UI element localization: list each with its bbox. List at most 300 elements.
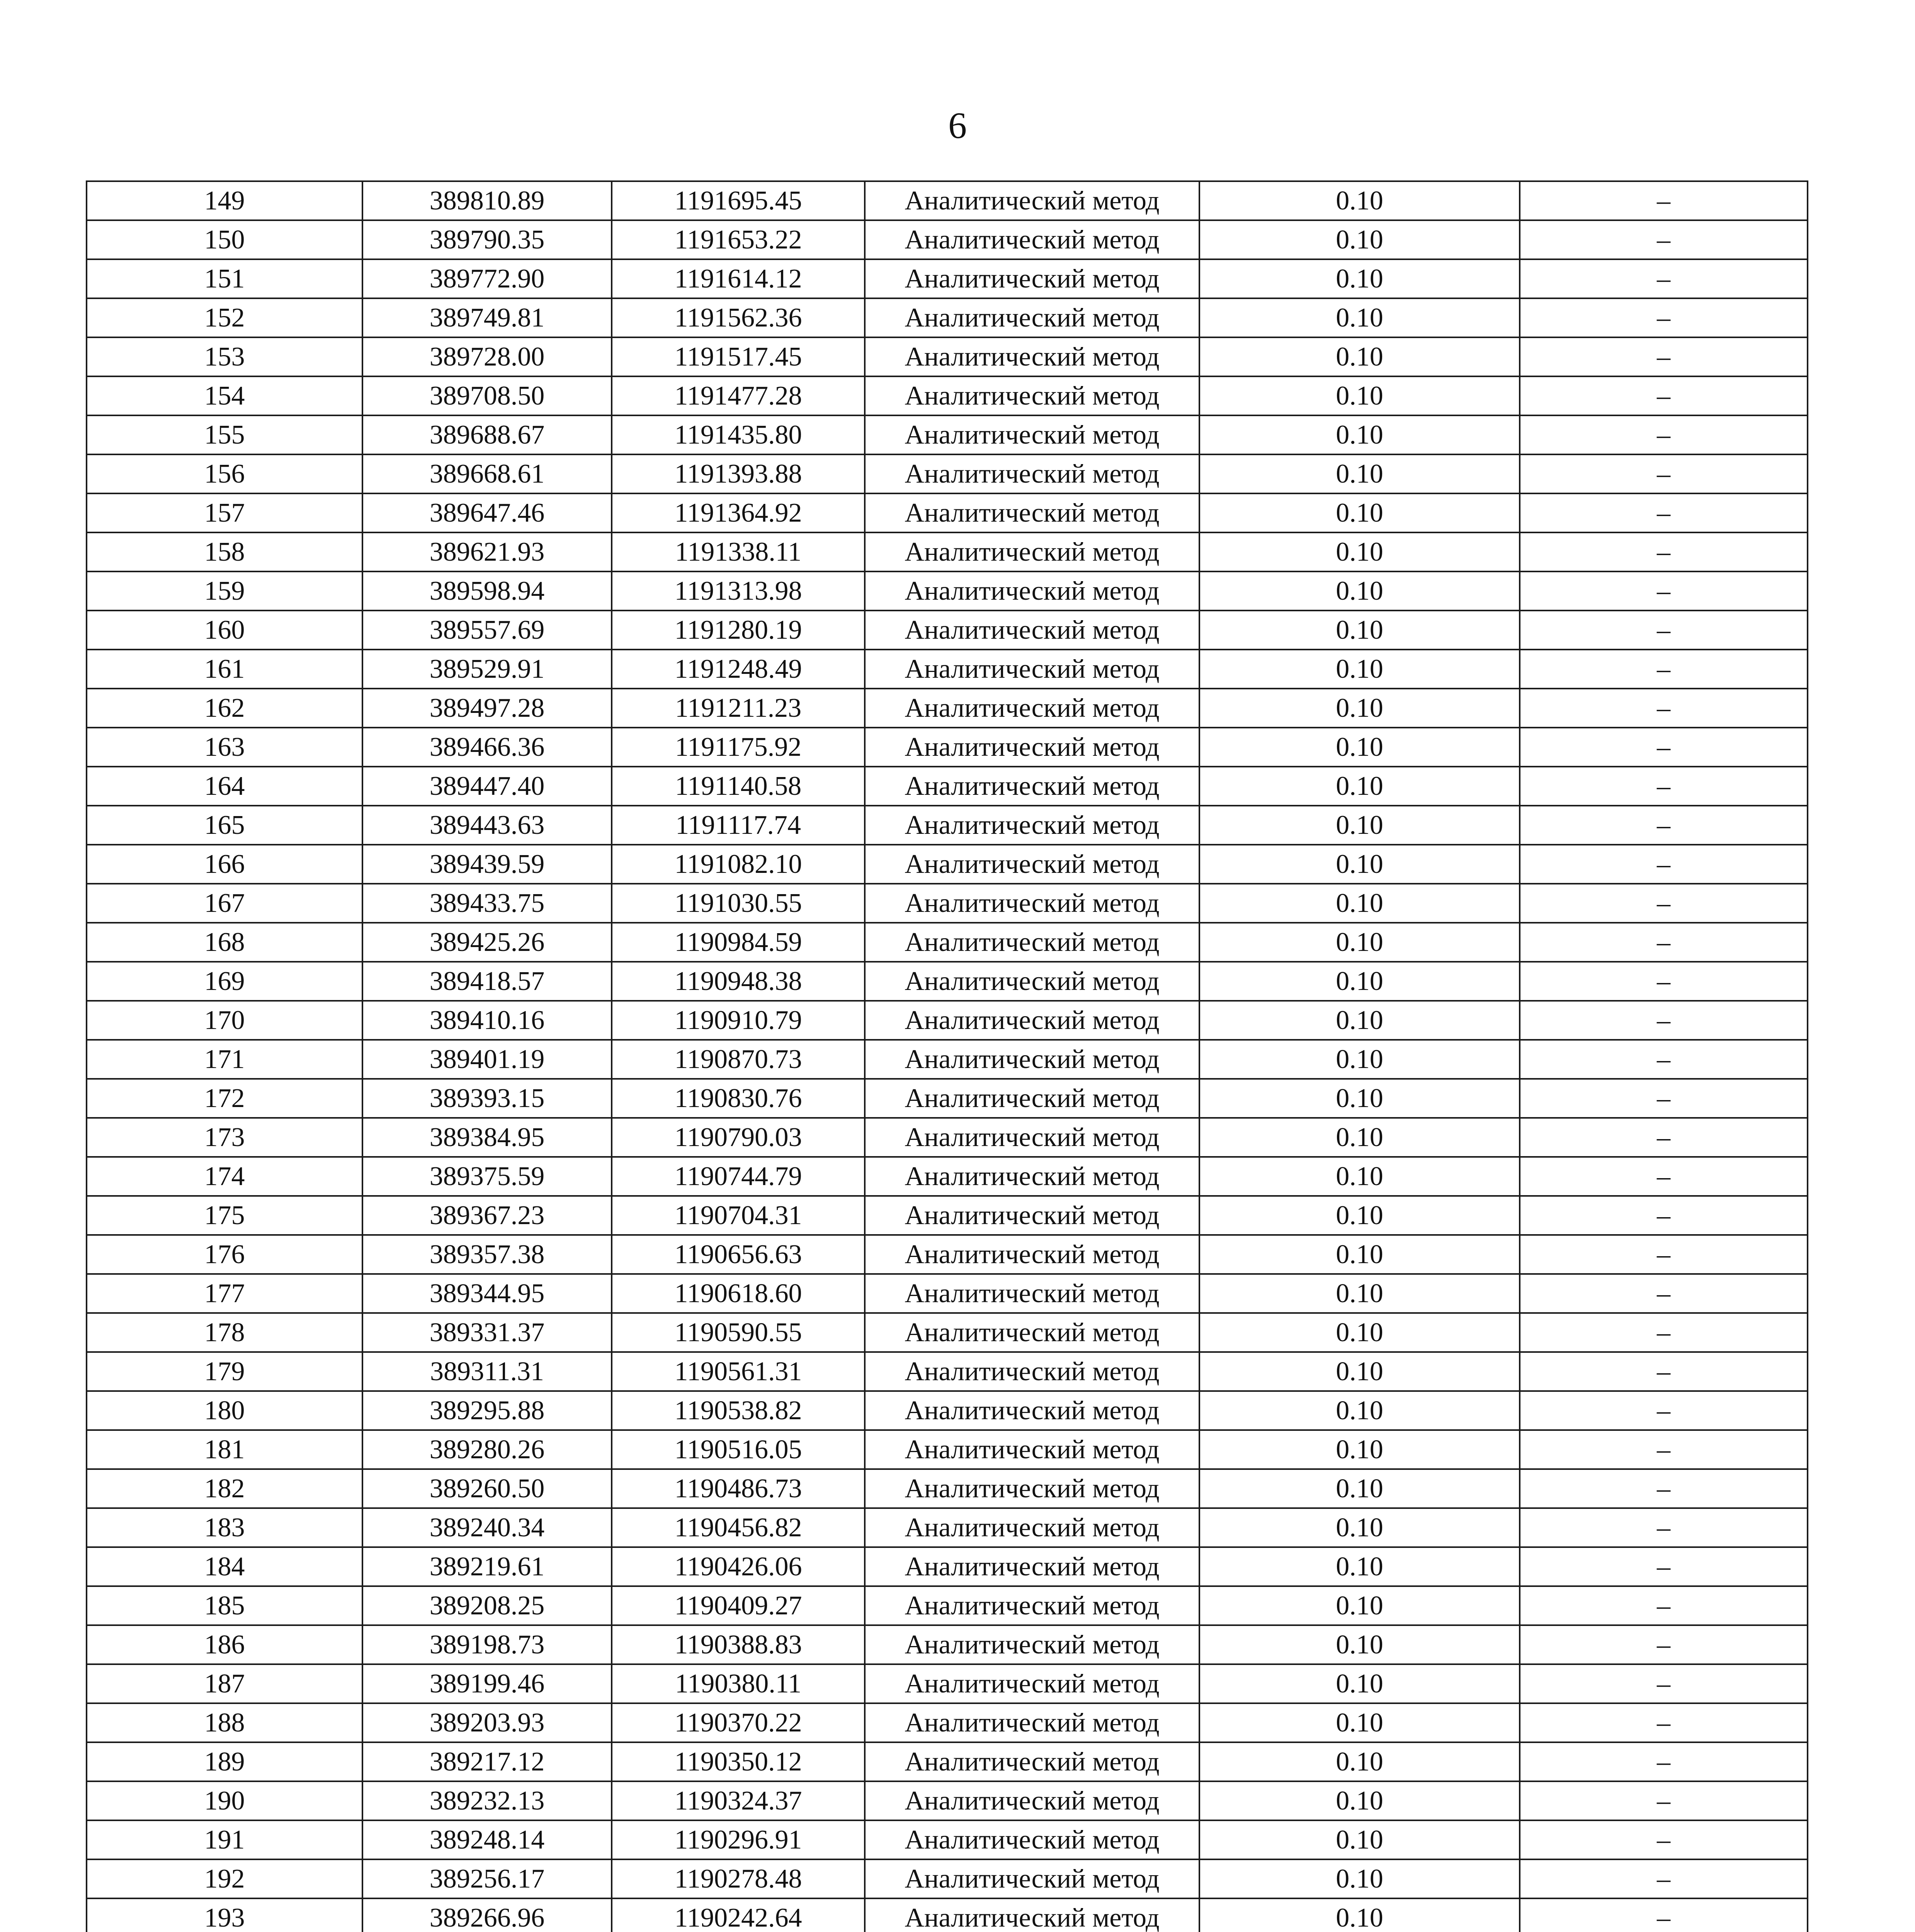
method-cell: Аналитический метод — [865, 1430, 1199, 1469]
method-cell: Аналитический метод — [865, 884, 1199, 923]
method-cell: Аналитический метод — [865, 962, 1199, 1001]
point-number-cell: 186 — [87, 1625, 362, 1664]
accuracy-cell: 0.10 — [1199, 1430, 1520, 1469]
y-coordinate-cell: 1191393.88 — [612, 454, 865, 493]
note-cell: – — [1520, 1586, 1808, 1625]
method-cell: Аналитический метод — [865, 181, 1199, 220]
method-cell: Аналитический метод — [865, 1898, 1199, 1932]
method-cell: Аналитический метод — [865, 728, 1199, 767]
method-cell: Аналитический метод — [865, 1352, 1199, 1391]
point-number-cell: 154 — [87, 376, 362, 415]
y-coordinate-cell: 1190590.55 — [612, 1313, 865, 1352]
method-cell: Аналитический метод — [865, 337, 1199, 376]
method-cell: Аналитический метод — [865, 259, 1199, 298]
note-cell: – — [1520, 1703, 1808, 1742]
note-cell: – — [1520, 806, 1808, 845]
y-coordinate-cell: 1190744.79 — [612, 1157, 865, 1196]
x-coordinate-cell: 389418.57 — [362, 962, 612, 1001]
method-cell: Аналитический метод — [865, 415, 1199, 454]
table-row — [87, 1040, 1808, 1079]
point-number-cell: 171 — [87, 1040, 362, 1079]
table-row — [87, 806, 1808, 845]
method-cell: Аналитический метод — [865, 1235, 1199, 1274]
accuracy-cell: 0.10 — [1199, 650, 1520, 689]
note-cell: – — [1520, 454, 1808, 493]
method-cell: Аналитический метод — [865, 1820, 1199, 1859]
method-cell: Аналитический метод — [865, 376, 1199, 415]
point-number-cell: 190 — [87, 1781, 362, 1820]
point-number-cell: 151 — [87, 259, 362, 298]
method-cell: Аналитический метод — [865, 220, 1199, 259]
note-cell: – — [1520, 337, 1808, 376]
accuracy-cell: 0.10 — [1199, 845, 1520, 884]
table-row — [87, 181, 1808, 220]
method-cell: Аналитический метод — [865, 493, 1199, 532]
coordinates-table-container — [86, 180, 1807, 1932]
point-number-cell: 162 — [87, 689, 362, 728]
table-row — [87, 571, 1808, 611]
table-row — [87, 689, 1808, 728]
accuracy-cell: 0.10 — [1199, 962, 1520, 1001]
note-cell: – — [1520, 298, 1808, 337]
table-row — [87, 1703, 1808, 1742]
accuracy-cell: 0.10 — [1199, 1313, 1520, 1352]
note-cell: – — [1520, 728, 1808, 767]
point-number-cell: 185 — [87, 1586, 362, 1625]
y-coordinate-cell: 1191211.23 — [612, 689, 865, 728]
point-number-cell: 150 — [87, 220, 362, 259]
point-number-cell: 178 — [87, 1313, 362, 1352]
table-row — [87, 298, 1808, 337]
method-cell: Аналитический метод — [865, 1508, 1199, 1547]
note-cell: – — [1520, 650, 1808, 689]
y-coordinate-cell: 1190486.73 — [612, 1469, 865, 1508]
note-cell: – — [1520, 1313, 1808, 1352]
table-row — [87, 259, 1808, 298]
method-cell: Аналитический метод — [865, 650, 1199, 689]
y-coordinate-cell: 1190538.82 — [612, 1391, 865, 1430]
point-number-cell: 167 — [87, 884, 362, 923]
x-coordinate-cell: 389217.12 — [362, 1742, 612, 1781]
note-cell: – — [1520, 1664, 1808, 1703]
y-coordinate-cell: 1190870.73 — [612, 1040, 865, 1079]
method-cell: Аналитический метод — [865, 689, 1199, 728]
note-cell: – — [1520, 884, 1808, 923]
accuracy-cell: 0.10 — [1199, 415, 1520, 454]
x-coordinate-cell: 389344.95 — [362, 1274, 612, 1313]
x-coordinate-cell: 389384.95 — [362, 1118, 612, 1157]
method-cell: Аналитический метод — [865, 1742, 1199, 1781]
note-cell: – — [1520, 1469, 1808, 1508]
note-cell: – — [1520, 571, 1808, 611]
table-row — [87, 767, 1808, 806]
note-cell: – — [1520, 259, 1808, 298]
table-row — [87, 1586, 1808, 1625]
table-row — [87, 493, 1808, 532]
accuracy-cell: 0.10 — [1199, 1469, 1520, 1508]
accuracy-cell: 0.10 — [1199, 1742, 1520, 1781]
x-coordinate-cell: 389621.93 — [362, 532, 612, 571]
y-coordinate-cell: 1190561.31 — [612, 1352, 865, 1391]
x-coordinate-cell: 389497.28 — [362, 689, 612, 728]
x-coordinate-cell: 389728.00 — [362, 337, 612, 376]
x-coordinate-cell: 389203.93 — [362, 1703, 612, 1742]
table-row — [87, 1118, 1808, 1157]
y-coordinate-cell: 1191695.45 — [612, 181, 865, 220]
note-cell: – — [1520, 1352, 1808, 1391]
x-coordinate-cell: 389647.46 — [362, 493, 612, 532]
note-cell: – — [1520, 923, 1808, 962]
x-coordinate-cell: 389219.61 — [362, 1547, 612, 1586]
note-cell: – — [1520, 415, 1808, 454]
note-cell: – — [1520, 1898, 1808, 1932]
method-cell: Аналитический метод — [865, 1274, 1199, 1313]
table-row — [87, 1079, 1808, 1118]
point-number-cell: 168 — [87, 923, 362, 962]
table-body — [87, 181, 1808, 1932]
note-cell: – — [1520, 1001, 1808, 1040]
page-number: 6 — [948, 105, 967, 146]
note-cell: – — [1520, 1118, 1808, 1157]
x-coordinate-cell: 389311.31 — [362, 1352, 612, 1391]
method-cell: Аналитический метод — [865, 1040, 1199, 1079]
y-coordinate-cell: 1190790.03 — [612, 1118, 865, 1157]
x-coordinate-cell: 389260.50 — [362, 1469, 612, 1508]
note-cell: – — [1520, 1196, 1808, 1235]
y-coordinate-cell: 1191280.19 — [612, 611, 865, 650]
y-coordinate-cell: 1190704.31 — [612, 1196, 865, 1235]
x-coordinate-cell: 389790.35 — [362, 220, 612, 259]
method-cell: Аналитический метод — [865, 845, 1199, 884]
point-number-cell: 188 — [87, 1703, 362, 1742]
accuracy-cell: 0.10 — [1199, 611, 1520, 650]
table-row — [87, 1898, 1808, 1932]
point-number-cell: 189 — [87, 1742, 362, 1781]
x-coordinate-cell: 389198.73 — [362, 1625, 612, 1664]
note-cell: – — [1520, 1079, 1808, 1118]
note-cell: – — [1520, 493, 1808, 532]
accuracy-cell: 0.10 — [1199, 884, 1520, 923]
method-cell: Аналитический метод — [865, 532, 1199, 571]
y-coordinate-cell: 1191364.92 — [612, 493, 865, 532]
method-cell: Аналитический метод — [865, 1781, 1199, 1820]
accuracy-cell: 0.10 — [1199, 259, 1520, 298]
note-cell: – — [1520, 1742, 1808, 1781]
table-row — [87, 1001, 1808, 1040]
table-row — [87, 415, 1808, 454]
note-cell: – — [1520, 220, 1808, 259]
y-coordinate-cell: 1190910.79 — [612, 1001, 865, 1040]
y-coordinate-cell: 1191175.92 — [612, 728, 865, 767]
x-coordinate-cell: 389393.15 — [362, 1079, 612, 1118]
accuracy-cell: 0.10 — [1199, 806, 1520, 845]
y-coordinate-cell: 1190984.59 — [612, 923, 865, 962]
accuracy-cell: 0.10 — [1199, 1820, 1520, 1859]
x-coordinate-cell: 389295.88 — [362, 1391, 612, 1430]
y-coordinate-cell: 1191562.36 — [612, 298, 865, 337]
table-row — [87, 728, 1808, 767]
y-coordinate-cell: 1190656.63 — [612, 1235, 865, 1274]
note-cell: – — [1520, 689, 1808, 728]
y-coordinate-cell: 1191338.11 — [612, 532, 865, 571]
table-row — [87, 884, 1808, 923]
y-coordinate-cell: 1191248.49 — [612, 650, 865, 689]
method-cell: Аналитический метод — [865, 1391, 1199, 1430]
note-cell: – — [1520, 962, 1808, 1001]
note-cell: – — [1520, 181, 1808, 220]
x-coordinate-cell: 389688.67 — [362, 415, 612, 454]
x-coordinate-cell: 389240.34 — [362, 1508, 612, 1547]
y-coordinate-cell: 1191140.58 — [612, 767, 865, 806]
accuracy-cell: 0.10 — [1199, 1391, 1520, 1430]
accuracy-cell: 0.10 — [1199, 493, 1520, 532]
method-cell: Аналитический метод — [865, 1157, 1199, 1196]
accuracy-cell: 0.10 — [1199, 1859, 1520, 1898]
note-cell: – — [1520, 1781, 1808, 1820]
x-coordinate-cell: 389810.89 — [362, 181, 612, 220]
accuracy-cell: 0.10 — [1199, 923, 1520, 962]
y-coordinate-cell: 1190324.37 — [612, 1781, 865, 1820]
note-cell: – — [1520, 1547, 1808, 1586]
method-cell: Аналитический метод — [865, 1196, 1199, 1235]
y-coordinate-cell: 1190409.27 — [612, 1586, 865, 1625]
note-cell: – — [1520, 845, 1808, 884]
method-cell: Аналитический метод — [865, 1547, 1199, 1586]
y-coordinate-cell: 1190456.82 — [612, 1508, 865, 1547]
y-coordinate-cell: 1191030.55 — [612, 884, 865, 923]
point-number-cell: 169 — [87, 962, 362, 1001]
y-coordinate-cell: 1190388.83 — [612, 1625, 865, 1664]
y-coordinate-cell: 1190370.22 — [612, 1703, 865, 1742]
y-coordinate-cell: 1191653.22 — [612, 220, 865, 259]
accuracy-cell: 0.10 — [1199, 1547, 1520, 1586]
x-coordinate-cell: 389557.69 — [362, 611, 612, 650]
table-row — [87, 1820, 1808, 1859]
point-number-cell: 165 — [87, 806, 362, 845]
y-coordinate-cell: 1191117.74 — [612, 806, 865, 845]
point-number-cell: 160 — [87, 611, 362, 650]
method-cell: Аналитический метод — [865, 1625, 1199, 1664]
method-cell: Аналитический метод — [865, 1118, 1199, 1157]
method-cell: Аналитический метод — [865, 1313, 1199, 1352]
point-number-cell: 174 — [87, 1157, 362, 1196]
accuracy-cell: 0.10 — [1199, 1274, 1520, 1313]
method-cell: Аналитический метод — [865, 571, 1199, 611]
method-cell: Аналитический метод — [865, 806, 1199, 845]
x-coordinate-cell: 389443.63 — [362, 806, 612, 845]
accuracy-cell: 0.10 — [1199, 1352, 1520, 1391]
x-coordinate-cell: 389447.40 — [362, 767, 612, 806]
point-number-cell: 166 — [87, 845, 362, 884]
y-coordinate-cell: 1190278.48 — [612, 1859, 865, 1898]
point-number-cell: 183 — [87, 1508, 362, 1547]
note-cell: – — [1520, 767, 1808, 806]
point-number-cell: 191 — [87, 1820, 362, 1859]
table-row — [87, 845, 1808, 884]
note-cell: – — [1520, 1430, 1808, 1469]
y-coordinate-cell: 1190426.06 — [612, 1547, 865, 1586]
x-coordinate-cell: 389433.75 — [362, 884, 612, 923]
accuracy-cell: 0.10 — [1199, 571, 1520, 611]
y-coordinate-cell: 1191313.98 — [612, 571, 865, 611]
point-number-cell: 172 — [87, 1079, 362, 1118]
table-row — [87, 611, 1808, 650]
accuracy-cell: 0.10 — [1199, 1781, 1520, 1820]
accuracy-cell: 0.10 — [1199, 1664, 1520, 1703]
note-cell: – — [1520, 1859, 1808, 1898]
table-row — [87, 1742, 1808, 1781]
note-cell: – — [1520, 532, 1808, 571]
table-row — [87, 337, 1808, 376]
table-row — [87, 220, 1808, 259]
y-coordinate-cell: 1190380.11 — [612, 1664, 865, 1703]
coordinates-table — [86, 180, 1808, 1932]
accuracy-cell: 0.10 — [1199, 376, 1520, 415]
y-coordinate-cell: 1190618.60 — [612, 1274, 865, 1313]
accuracy-cell: 0.10 — [1199, 1625, 1520, 1664]
y-coordinate-cell: 1191614.12 — [612, 259, 865, 298]
method-cell: Аналитический метод — [865, 923, 1199, 962]
accuracy-cell: 0.10 — [1199, 532, 1520, 571]
y-coordinate-cell: 1190830.76 — [612, 1079, 865, 1118]
x-coordinate-cell: 389232.13 — [362, 1781, 612, 1820]
x-coordinate-cell: 389357.38 — [362, 1235, 612, 1274]
point-number-cell: 161 — [87, 650, 362, 689]
method-cell: Аналитический метод — [865, 1664, 1199, 1703]
accuracy-cell: 0.10 — [1199, 1898, 1520, 1932]
point-number-cell: 177 — [87, 1274, 362, 1313]
x-coordinate-cell: 389331.37 — [362, 1313, 612, 1352]
method-cell: Аналитический метод — [865, 1859, 1199, 1898]
point-number-cell: 173 — [87, 1118, 362, 1157]
table-row — [87, 454, 1808, 493]
table-row — [87, 1625, 1808, 1664]
point-number-cell: 180 — [87, 1391, 362, 1430]
x-coordinate-cell: 389375.59 — [362, 1157, 612, 1196]
point-number-cell: 159 — [87, 571, 362, 611]
x-coordinate-cell: 389668.61 — [362, 454, 612, 493]
note-cell: – — [1520, 1157, 1808, 1196]
y-coordinate-cell: 1190948.38 — [612, 962, 865, 1001]
accuracy-cell: 0.10 — [1199, 220, 1520, 259]
method-cell: Аналитический метод — [865, 454, 1199, 493]
table-row — [87, 1235, 1808, 1274]
table-row — [87, 376, 1808, 415]
x-coordinate-cell: 389425.26 — [362, 923, 612, 962]
point-number-cell: 157 — [87, 493, 362, 532]
point-number-cell: 155 — [87, 415, 362, 454]
accuracy-cell: 0.10 — [1199, 181, 1520, 220]
table-row — [87, 1859, 1808, 1898]
x-coordinate-cell: 389410.16 — [362, 1001, 612, 1040]
method-cell: Аналитический метод — [865, 298, 1199, 337]
point-number-cell: 156 — [87, 454, 362, 493]
accuracy-cell: 0.10 — [1199, 1079, 1520, 1118]
x-coordinate-cell: 389598.94 — [362, 571, 612, 611]
table-row — [87, 1469, 1808, 1508]
y-coordinate-cell: 1191477.28 — [612, 376, 865, 415]
method-cell: Аналитический метод — [865, 611, 1199, 650]
table-row — [87, 1313, 1808, 1352]
x-coordinate-cell: 389708.50 — [362, 376, 612, 415]
point-number-cell: 149 — [87, 181, 362, 220]
x-coordinate-cell: 389248.14 — [362, 1820, 612, 1859]
table-row — [87, 650, 1808, 689]
y-coordinate-cell: 1190296.91 — [612, 1820, 865, 1859]
point-number-cell: 158 — [87, 532, 362, 571]
table-row — [87, 1391, 1808, 1430]
table-row — [87, 1274, 1808, 1313]
table-row — [87, 962, 1808, 1001]
point-number-cell: 170 — [87, 1001, 362, 1040]
accuracy-cell: 0.10 — [1199, 1586, 1520, 1625]
point-number-cell: 187 — [87, 1664, 362, 1703]
point-number-cell: 152 — [87, 298, 362, 337]
x-coordinate-cell: 389439.59 — [362, 845, 612, 884]
point-number-cell: 179 — [87, 1352, 362, 1391]
point-number-cell: 163 — [87, 728, 362, 767]
table-row — [87, 1508, 1808, 1547]
x-coordinate-cell: 389401.19 — [362, 1040, 612, 1079]
note-cell: – — [1520, 1235, 1808, 1274]
table-row — [87, 1547, 1808, 1586]
accuracy-cell: 0.10 — [1199, 454, 1520, 493]
accuracy-cell: 0.10 — [1199, 1196, 1520, 1235]
table-row — [87, 1664, 1808, 1703]
table-row — [87, 1430, 1808, 1469]
method-cell: Аналитический метод — [865, 767, 1199, 806]
x-coordinate-cell: 389266.96 — [362, 1898, 612, 1932]
accuracy-cell: 0.10 — [1199, 298, 1520, 337]
table-row — [87, 1781, 1808, 1820]
point-number-cell: 164 — [87, 767, 362, 806]
table-row — [87, 1157, 1808, 1196]
x-coordinate-cell: 389529.91 — [362, 650, 612, 689]
method-cell: Аналитический метод — [865, 1079, 1199, 1118]
y-coordinate-cell: 1191435.80 — [612, 415, 865, 454]
accuracy-cell: 0.10 — [1199, 1001, 1520, 1040]
y-coordinate-cell: 1191082.10 — [612, 845, 865, 884]
point-number-cell: 182 — [87, 1469, 362, 1508]
method-cell: Аналитический метод — [865, 1469, 1199, 1508]
x-coordinate-cell: 389280.26 — [362, 1430, 612, 1469]
point-number-cell: 176 — [87, 1235, 362, 1274]
point-number-cell: 192 — [87, 1859, 362, 1898]
accuracy-cell: 0.10 — [1199, 728, 1520, 767]
accuracy-cell: 0.10 — [1199, 689, 1520, 728]
note-cell: – — [1520, 1040, 1808, 1079]
table-row — [87, 923, 1808, 962]
x-coordinate-cell: 389208.25 — [362, 1586, 612, 1625]
x-coordinate-cell: 389772.90 — [362, 259, 612, 298]
x-coordinate-cell: 389367.23 — [362, 1196, 612, 1235]
point-number-cell: 175 — [87, 1196, 362, 1235]
point-number-cell: 184 — [87, 1547, 362, 1586]
accuracy-cell: 0.10 — [1199, 1040, 1520, 1079]
accuracy-cell: 0.10 — [1199, 1235, 1520, 1274]
accuracy-cell: 0.10 — [1199, 767, 1520, 806]
method-cell: Аналитический метод — [865, 1586, 1199, 1625]
x-coordinate-cell: 389749.81 — [362, 298, 612, 337]
accuracy-cell: 0.10 — [1199, 337, 1520, 376]
accuracy-cell: 0.10 — [1199, 1703, 1520, 1742]
y-coordinate-cell: 1190516.05 — [612, 1430, 865, 1469]
y-coordinate-cell: 1191517.45 — [612, 337, 865, 376]
note-cell: – — [1520, 1820, 1808, 1859]
note-cell: – — [1520, 1508, 1808, 1547]
note-cell: – — [1520, 1625, 1808, 1664]
x-coordinate-cell: 389199.46 — [362, 1664, 612, 1703]
